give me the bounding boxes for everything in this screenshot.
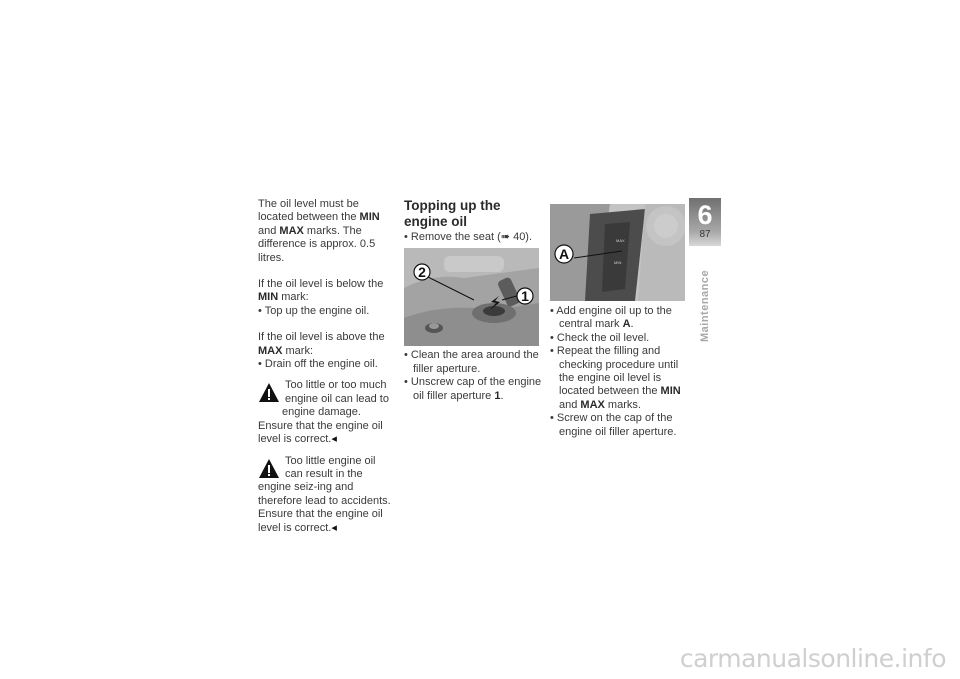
section-heading: Topping up the engine oil xyxy=(404,198,501,229)
step-remove-seat xyxy=(404,231,542,244)
photo-mark-max: MAX xyxy=(616,238,625,243)
warning-triangle-icon xyxy=(258,382,280,403)
watermark: carmanualsonline.info xyxy=(679,644,946,673)
text: • Repeat the filling and checking procedure until the engine oil level is located between the xyxy=(550,345,679,398)
bullet-item: • Top up the engine oil. xyxy=(258,304,370,317)
text: • Unscrew cap of the engine oil filler aperture xyxy=(404,376,542,402)
photo-callout-1: 1 xyxy=(521,288,529,305)
end-mark-icon: ◂ xyxy=(331,521,337,534)
end-mark-icon: ◂ xyxy=(331,433,337,446)
step-check-level: • Check the oil level. xyxy=(550,331,650,344)
warning-text: Too little engine oil can result in the engine seiz-ing and therefore lead to accidents. xyxy=(258,454,391,507)
callout-ref: 1 xyxy=(494,389,501,402)
warning-text: Too little or too much engine oil can lead to engine damage. xyxy=(282,379,389,419)
below-min-paragraph xyxy=(258,278,394,318)
page-number: 87 xyxy=(699,229,711,240)
warning-instruction: Ensure that the engine oil level is correct. xyxy=(258,419,383,446)
above-max-paragraph xyxy=(258,331,394,371)
max-label: MAX xyxy=(580,398,605,411)
warning-block-2 xyxy=(258,455,394,535)
photo-callout-2: 2 xyxy=(418,264,426,281)
text: marks. xyxy=(604,398,641,411)
text: If the oil level is above the xyxy=(258,331,385,344)
step-add-oil xyxy=(550,305,688,332)
warning-instruction: Ensure that the engine oil level is correct. xyxy=(258,508,383,534)
chapter-tab xyxy=(689,198,721,246)
step-screw-cap: • Screw on the cap of the engine oil filler aperture. xyxy=(550,412,677,438)
text: . xyxy=(500,389,504,402)
text: If the oil level is below the xyxy=(258,278,384,291)
step-repeat xyxy=(550,345,688,412)
chapter-number: 6 xyxy=(697,200,713,230)
step-unscrew-cap xyxy=(404,376,542,403)
text-column-1 xyxy=(258,198,394,535)
text: and xyxy=(258,224,280,237)
max-label: MAX xyxy=(279,224,304,237)
min-label: MIN xyxy=(660,385,681,398)
step-clean-area: • Clean the area around the filler aperture. xyxy=(404,349,539,375)
warning-block-1 xyxy=(258,379,394,446)
text: mark: xyxy=(278,291,309,304)
chapter-side-label: Maintenance xyxy=(699,269,711,342)
filler-cap-photo xyxy=(404,248,539,346)
page-reference-arrow-icon: ➠ xyxy=(500,231,511,243)
photo-callout-a: A xyxy=(558,246,570,262)
text: 40). xyxy=(510,231,533,243)
min-label: MIN xyxy=(359,211,380,224)
text: • Remove the seat ( xyxy=(404,231,501,243)
text: mark: xyxy=(282,344,314,357)
max-label: MAX xyxy=(258,344,283,357)
mark-ref: A xyxy=(622,318,631,331)
photo-mark-min: MIN xyxy=(614,260,622,265)
text-column-2 xyxy=(404,198,542,403)
text: marks. The difference is approx. 0.5 litres. xyxy=(258,224,376,264)
text: • Add engine oil up to the central mark xyxy=(550,305,672,331)
oil-level-paragraph xyxy=(258,198,394,265)
text: . xyxy=(630,318,634,331)
text: and xyxy=(559,398,581,411)
text: The oil level must be located between the xyxy=(258,198,360,224)
min-label: MIN xyxy=(258,291,279,304)
text-column-3 xyxy=(550,198,688,439)
oil-level-window-photo xyxy=(550,204,685,301)
warning-triangle-icon xyxy=(258,458,280,479)
bullet-item: • Drain off the engine oil. xyxy=(258,358,378,371)
